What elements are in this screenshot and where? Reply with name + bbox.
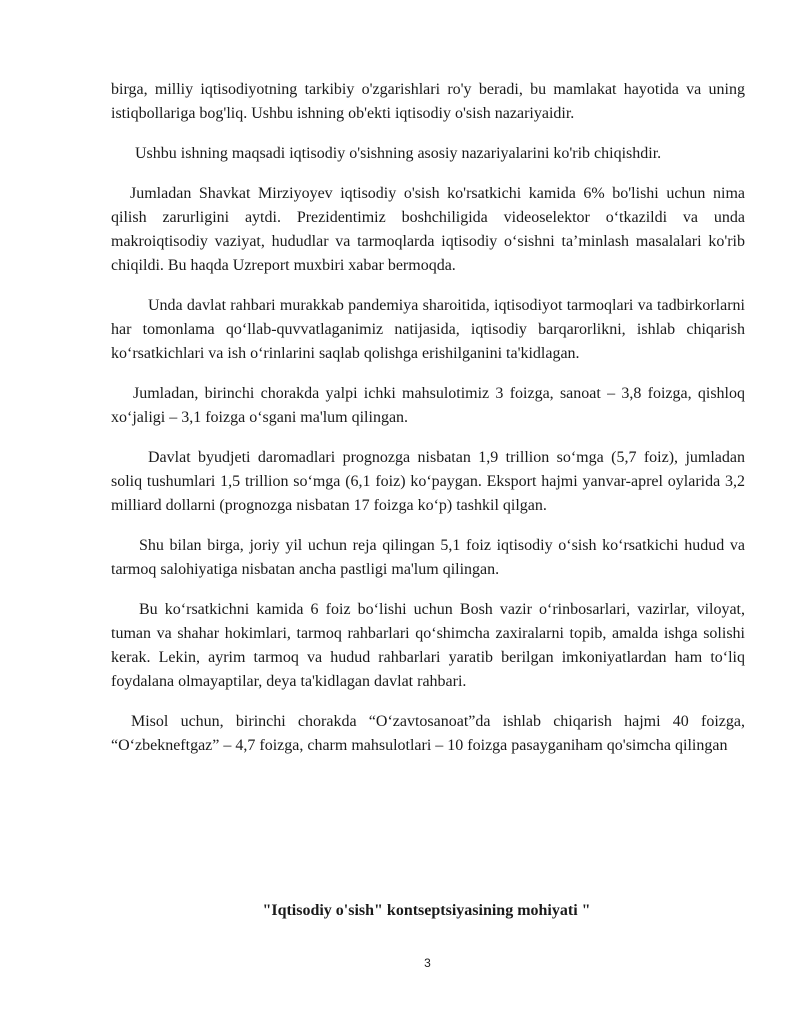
paragraph-6: Davlat byudjeti daromadlari prognozga nisbatan 1,9 trillion soʻmga (5,7 foiz), jumladan soliq tushumlari 1,5 trillion soʻmga (6,1 foiz) koʻpaygan. Eksport hajmi yanvar-aprel oylarida 3,2 milliard dollarni (prognozga nisbatan 17 foizga koʻp) tashkil qilgan. (111, 449, 745, 514)
paragraph-1: birga, milliy iqtisodiyotning tarkibiy o'zgarishlari ro'y beradi, bu mamlakat hayotida va uning istiqbollariga bog'liq. Ushbu ishning ob'ekti iqtisodiy o'sish nazariyaidir. (111, 81, 745, 122)
document-body (111, 78, 745, 758)
paragraph-3: Jumladan Shavkat Mirziyoyev iqtisodiy o'sish ko'rsatkichi kamida 6% bo'lishi uchun nima qilish zarurligini aytdi. Prezidentimiz boshchiligida videoselektor oʻtkazildi va unda makroiqtisodiy vaziyat, hududlar va tarmoqlarda iqtisodiy oʻsishni taʼminlash masalalari ko'rib chiqildi. Bu haqda Uzreport muxbiri xabar bermoqda. (111, 185, 745, 274)
paragraph-4: Unda davlat rahbari murakkab pandemiya sharoitida, iqtisodiyot tarmoqlari va tadbirkorlarni har tomonlama qoʻllab-quvvatlaganimiz natijasida, iqtisodiy barqarorlikni, ishlab chiqarish koʻrsatkichlari va ish oʻrinlarini saqlab qolishga erishilganini ta'kidlagan. (111, 297, 745, 362)
page-number: 3 (424, 956, 431, 970)
paragraph-5: Jumladan, birinchi chorakda yalpi ichki mahsulotimiz 3 foizga, sanoat – 3,8 foizga, qishloq xoʻjaligi – 3,1 foizga oʻsgani ma'lum qilingan. (111, 385, 745, 426)
paragraph-8: Bu koʻrsatkichni kamida 6 foiz boʻlishi uchun Bosh vazir oʻrinbosarlari, vazirlar, viloyat, tuman va shahar hokimlari, tarmoq rahbarlari qoʻshimcha zaxiralarni topib, amalda ishga solishi kerak. Lekin, ayrim tarmoq va hudud rahbarlari yaratib berilgan imkoniyatlardan ham toʻliq foydalana olmayaptilar, deya ta'kidlagan davlat rahbari. (111, 601, 745, 690)
paragraph-9: Misol uchun, birinchi chorakda “Oʻzavtosanoat”da ishlab chiqarish hajmi 40 foizga, “Oʻzbekneftgaz” – 4,7 foizga, charm mahsulotlari – 10 foizga pasayganiham qo'simcha qilingan (111, 713, 745, 754)
section-heading: "Iqtisodiy o'sish" kontseptsiyasining mohiyati " (262, 902, 591, 919)
paragraph-2: Ushbu ishning maqsadi iqtisodiy o'sishning asosiy nazariyalarini ko'rib chiqishdir. (135, 145, 662, 162)
paragraph-7: Shu bilan birga, joriy yil uchun reja qilingan 5,1 foiz iqtisodiy oʻsish koʻrsatkichi hudud va tarmoq salohiyatiga nisbatan ancha pastligi ma'lum qilingan. (111, 537, 745, 578)
